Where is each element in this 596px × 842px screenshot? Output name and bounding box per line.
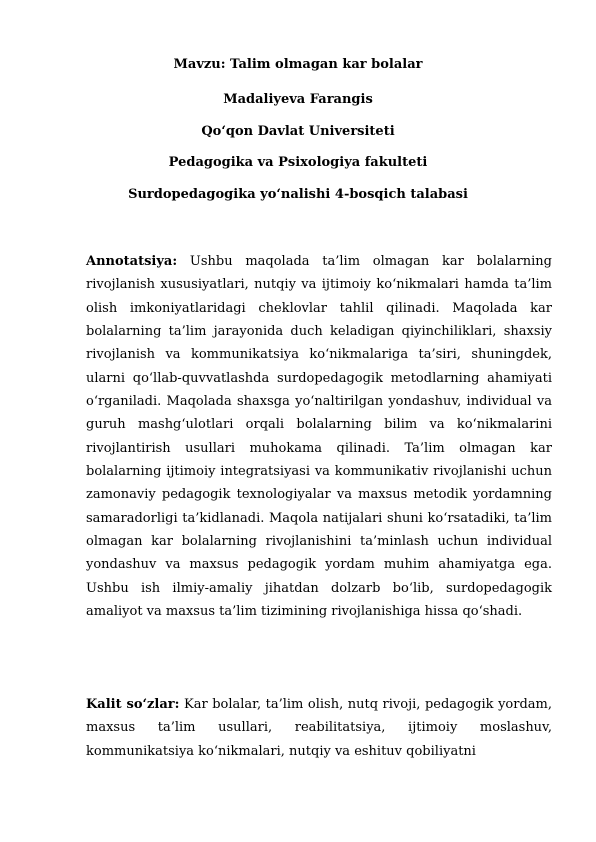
keywords-paragraph bbox=[86, 693, 552, 763]
author-name: Madaliyeva Farangis bbox=[223, 92, 373, 107]
article-topic: Mavzu: Talim olmagan kar bolalar bbox=[173, 57, 423, 72]
abstract-label: Annotatsiya: bbox=[86, 254, 178, 269]
abstract-text: Ushbu maqolada ta’lim olmagan kar bolalarning rivojlanish xususiyatlari, nutqiy va ijtimoiy ko‘nikmalari hamda ta’lim olish imkoniyatlaridagi cheklovlar tahlil qilinadi. Maqolada kar bolalarning ta’lim jarayonida duch keladigan qiyinchiliklari, shaxsiy rivojlanish va kommunikatsiya ko‘nikmalariga ta’siri, shuningdek, ularni qo‘llab-quvvatlashda surdopedagogik metodlarning ahamiyati o‘rganiladi. Maqolada shaxsga yo‘naltirilgan yondashuv, individual va guruh mashg‘ulotlari orqali bolalarning bilim va ko‘nikmalarini rivojlantirish usullari muhokama qilinadi. Ta’lim olmagan kar bolalarning ijtimoiy integratsiyasi va kommunikativ rivojlanishi uchun zamonaviy pedagogik texnologiyalar va maxsus metodik yordamning samaradorligi ta’kidlanadi. Maqola natijalari shuni ko‘rsatadiki, ta’lim olmagan kar bolalarning rivojlanishini ta’minlash uchun individual yondashuv va maxsus pedagogik yordam muhim ahamiyatga ega. Ushbu ish ilmiy-amaliy jihatdan dolzarb bo‘lib, surdopedagogik amaliyot va maxsus ta’lim tizimining rivojlanishiga hissa qo‘shadi. bbox=[86, 254, 552, 620]
keywords-label: Kalit so‘zlar: bbox=[86, 697, 180, 712]
keywords-text: Kar bolalar, ta’lim olish, nutq rivoji, pedagogik yordam, maxsus ta’lim usullari, reabilitatsiya, ijtimoiy moslashuv, kommunikatsiya ko‘nikmalari, nutqiy va eshituv qobiliyatni bbox=[86, 697, 552, 759]
faculty-name: Pedagogika va Psixologiya fakulteti bbox=[168, 155, 428, 170]
student-info: Surdopedagogika yo‘nalishi 4-bosqich talabasi bbox=[128, 187, 468, 202]
university-name: Qo‘qon Davlat Universiteti bbox=[201, 124, 395, 139]
abstract-paragraph bbox=[86, 250, 552, 624]
